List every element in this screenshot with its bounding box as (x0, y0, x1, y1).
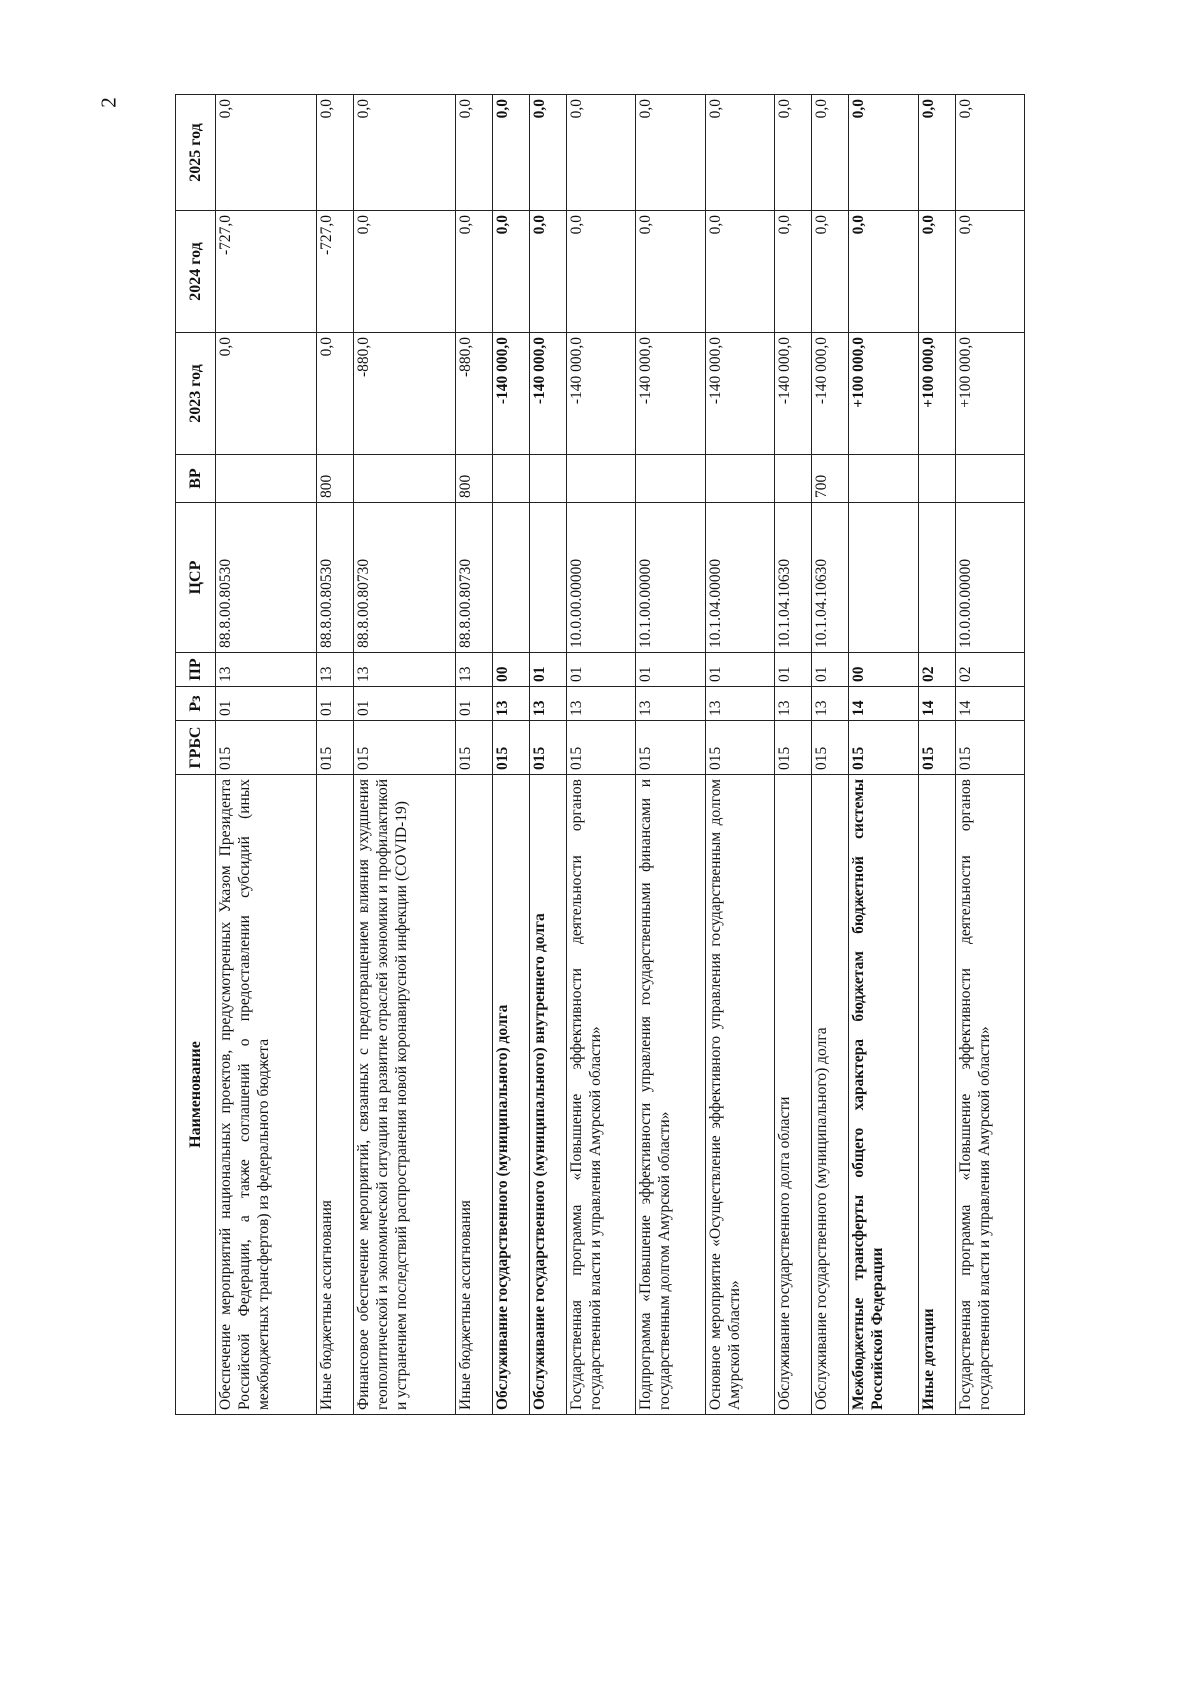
cell-pr: 13 (354, 653, 455, 687)
cell-name: Иные бюджетные ассигнования (317, 775, 354, 1415)
page-number: 2 (96, 97, 121, 108)
cell-y2025: 0,0 (918, 95, 955, 211)
cell-pr: 02 (955, 653, 1024, 687)
table-row (636, 95, 705, 1415)
cell-y2024: 0,0 (705, 211, 774, 333)
cell-csr: 88.8.00.80530 (216, 503, 317, 653)
cell-pr: 01 (567, 653, 636, 687)
cell-y2023: -880,0 (354, 333, 455, 455)
cell-y2024: 0,0 (492, 211, 529, 333)
cell-rz: 13 (705, 687, 774, 721)
cell-csr: 10.1.00.00000 (636, 503, 705, 653)
cell-vr (955, 455, 1024, 503)
cell-name: Финансовое обеспечение мероприятий, связанных с предотвращением влияния ухудшения геополитической и экономической ситуации на развитие отраслей экономики и профилактикой и устранением последствий распространения новой коронавирусной инфекции (COVID-19) (354, 775, 455, 1415)
cell-csr (849, 503, 918, 653)
cell-name: Межбюджетные трансферты общего характера бюджетам бюджетной системы Российской Федерации (849, 775, 918, 1415)
cell-rz: 01 (354, 687, 455, 721)
cell-name: Обслуживание государственного (муниципального) долга (812, 775, 849, 1415)
cell-pr: 13 (317, 653, 354, 687)
cell-y2023: -140 000,0 (774, 333, 811, 455)
cell-vr (216, 455, 317, 503)
cell-y2025: 0,0 (455, 95, 492, 211)
cell-grbs: 015 (567, 721, 636, 775)
cell-pr: 00 (849, 653, 918, 687)
cell-name: Основное мероприятие «Осуществление эффективного управления государственным долгом Амурской области» (705, 775, 774, 1415)
cell-rz: 14 (955, 687, 1024, 721)
cell-y2024: 0,0 (918, 211, 955, 333)
cell-y2023: +100 000,0 (955, 333, 1024, 455)
cell-y2024: 0,0 (354, 211, 455, 333)
header-pr: ПР (176, 653, 216, 687)
cell-y2023: -140 000,0 (530, 333, 567, 455)
cell-rz: 14 (918, 687, 955, 721)
cell-vr (530, 455, 567, 503)
table-row (317, 95, 354, 1415)
cell-grbs: 015 (317, 721, 354, 775)
header-csr: ЦСР (176, 503, 216, 653)
header-2024: 2024 год (176, 211, 216, 333)
cell-vr (849, 455, 918, 503)
cell-rz: 13 (567, 687, 636, 721)
header-2025: 2025 год (176, 95, 216, 211)
cell-grbs: 015 (216, 721, 317, 775)
cell-y2025: 0,0 (812, 95, 849, 211)
cell-vr: 700 (812, 455, 849, 503)
cell-y2025: 0,0 (849, 95, 918, 211)
cell-vr (636, 455, 705, 503)
cell-y2024: 0,0 (567, 211, 636, 333)
cell-rz: 01 (455, 687, 492, 721)
table-row (216, 95, 317, 1415)
cell-pr: 13 (216, 653, 317, 687)
cell-y2023: 0,0 (317, 333, 354, 455)
cell-grbs: 015 (849, 721, 918, 775)
cell-y2024: 0,0 (774, 211, 811, 333)
cell-y2025: 0,0 (530, 95, 567, 211)
cell-pr: 01 (705, 653, 774, 687)
cell-vr (567, 455, 636, 503)
cell-name: Иные бюджетные ассигнования (455, 775, 492, 1415)
cell-grbs: 015 (812, 721, 849, 775)
cell-y2025: 0,0 (636, 95, 705, 211)
budget-table (175, 94, 1025, 1415)
cell-csr: 10.1.04.10630 (812, 503, 849, 653)
cell-csr: 10.0.00.00000 (955, 503, 1024, 653)
cell-y2024: 0,0 (636, 211, 705, 333)
cell-grbs: 015 (530, 721, 567, 775)
cell-rz: 13 (492, 687, 529, 721)
cell-rz: 01 (216, 687, 317, 721)
cell-name: Обслуживание государственного (муниципального) долга (492, 775, 529, 1415)
cell-y2024: 0,0 (849, 211, 918, 333)
cell-csr: 10.1.04.10630 (774, 503, 811, 653)
header-2023: 2023 год (176, 333, 216, 455)
cell-y2023: +100 000,0 (849, 333, 918, 455)
cell-y2023: -140 000,0 (636, 333, 705, 455)
cell-y2024: 0,0 (812, 211, 849, 333)
table-row (705, 95, 774, 1415)
cell-csr: 88.8.00.80730 (354, 503, 455, 653)
cell-grbs: 015 (455, 721, 492, 775)
cell-vr (774, 455, 811, 503)
cell-y2023: 0,0 (216, 333, 317, 455)
cell-rz: 13 (636, 687, 705, 721)
cell-csr (492, 503, 529, 653)
cell-grbs: 015 (774, 721, 811, 775)
table-row (492, 95, 529, 1415)
cell-rz: 13 (812, 687, 849, 721)
cell-y2024: 0,0 (530, 211, 567, 333)
cell-vr (492, 455, 529, 503)
cell-rz: 13 (530, 687, 567, 721)
cell-y2024: 0,0 (455, 211, 492, 333)
table-row (918, 95, 955, 1415)
cell-name: Государственная программа «Повышение эффективности деятельности органов государственной власти и управления Амурской области» (955, 775, 1024, 1415)
cell-y2025: 0,0 (705, 95, 774, 211)
cell-vr (705, 455, 774, 503)
cell-pr: 01 (812, 653, 849, 687)
cell-pr: 01 (636, 653, 705, 687)
cell-y2023: -140 000,0 (705, 333, 774, 455)
cell-y2025: 0,0 (216, 95, 317, 211)
cell-csr (918, 503, 955, 653)
cell-grbs: 015 (636, 721, 705, 775)
cell-rz: 01 (317, 687, 354, 721)
cell-rz: 14 (849, 687, 918, 721)
cell-y2025: 0,0 (492, 95, 529, 211)
cell-csr: 88.8.00.80530 (317, 503, 354, 653)
cell-y2024: 0,0 (955, 211, 1024, 333)
cell-csr: 10.1.04.00000 (705, 503, 774, 653)
cell-y2025: 0,0 (567, 95, 636, 211)
header-rz: Рз (176, 687, 216, 721)
cell-vr: 800 (317, 455, 354, 503)
header-grbs: ГРБС (176, 721, 216, 775)
table-body (216, 95, 1025, 1415)
cell-y2023: -140 000,0 (812, 333, 849, 455)
cell-vr: 800 (455, 455, 492, 503)
cell-y2025: 0,0 (354, 95, 455, 211)
table-row (849, 95, 918, 1415)
header-vr: ВР (176, 455, 216, 503)
table-row (774, 95, 811, 1415)
cell-pr: 01 (774, 653, 811, 687)
cell-name: Подпрограмма «Повышение эффективности управления государственными финансами и государственным долгом Амурской области» (636, 775, 705, 1415)
cell-y2025: 0,0 (774, 95, 811, 211)
table-header-row (176, 95, 216, 1415)
table-row (354, 95, 455, 1415)
cell-name: Обслуживание государственного долга области (774, 775, 811, 1415)
table-row (530, 95, 567, 1415)
cell-name: Иные дотации (918, 775, 955, 1415)
cell-grbs: 015 (492, 721, 529, 775)
cell-y2023: -880,0 (455, 333, 492, 455)
cell-csr: 88.8.00.80730 (455, 503, 492, 653)
cell-pr: 13 (455, 653, 492, 687)
cell-vr (918, 455, 955, 503)
cell-csr: 10.0.00.00000 (567, 503, 636, 653)
cell-y2023: -140 000,0 (492, 333, 529, 455)
cell-grbs: 015 (955, 721, 1024, 775)
cell-y2024: -727,0 (216, 211, 317, 333)
cell-y2024: -727,0 (317, 211, 354, 333)
cell-name: Обеспечение мероприятий национальных проектов, предусмотренных Указом Президента Российской Федерации, а также соглашений о предоставлении субсидий (иных межбюджетных трансфертов) из федерального бюджета (216, 775, 317, 1415)
cell-y2023: -140 000,0 (567, 333, 636, 455)
table-frame (175, 95, 1025, 1415)
cell-grbs: 015 (918, 721, 955, 775)
cell-name: Обслуживание государственного (муниципального) внутреннего долга (530, 775, 567, 1415)
cell-y2025: 0,0 (317, 95, 354, 211)
cell-pr: 02 (918, 653, 955, 687)
cell-rz: 13 (774, 687, 811, 721)
table-row (812, 95, 849, 1415)
table-row (455, 95, 492, 1415)
cell-pr: 00 (492, 653, 529, 687)
header-name: Наименование (176, 775, 216, 1415)
cell-name: Государственная программа «Повышение эффективности деятельности органов государственной власти и управления Амурской области» (567, 775, 636, 1415)
cell-grbs: 015 (705, 721, 774, 775)
cell-y2025: 0,0 (955, 95, 1024, 211)
cell-y2023: +100 000,0 (918, 333, 955, 455)
table-row (567, 95, 636, 1415)
rotated-table-container (175, 95, 1025, 1415)
table-row (955, 95, 1024, 1415)
cell-grbs: 015 (354, 721, 455, 775)
cell-vr (354, 455, 455, 503)
cell-pr: 01 (530, 653, 567, 687)
cell-csr (530, 503, 567, 653)
